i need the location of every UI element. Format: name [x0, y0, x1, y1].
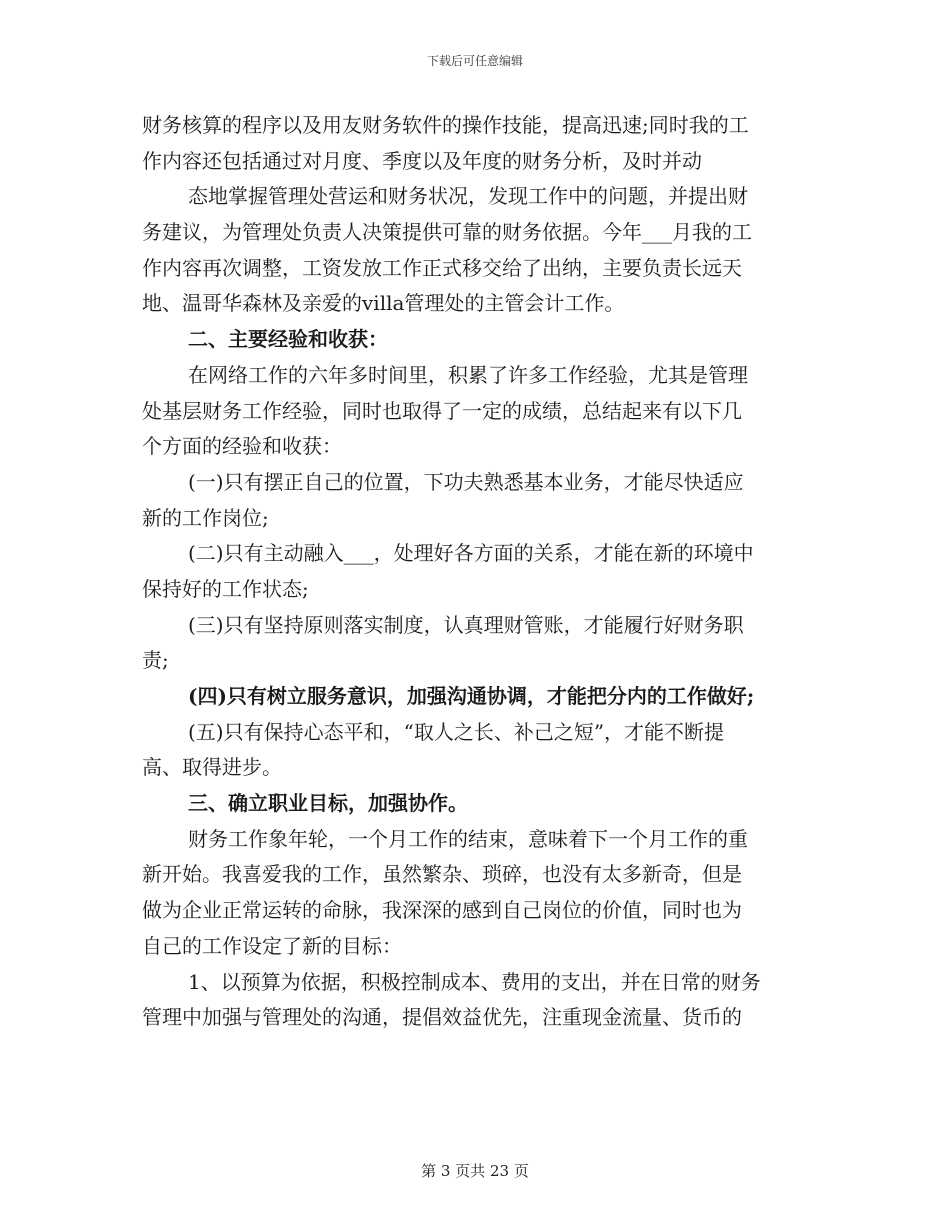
paragraph-line: 做为企业正常运转的命脉，我深深的感到自己岗位的价值，同时也为 [142, 898, 742, 923]
paragraph-line: 作内容再次调整，工资发放工作正式移交给了出纳，主要负责长远天 [142, 255, 742, 280]
paragraph-line: 在网络工作的六年多时间里，积累了许多工作经验，尤其是管理 [188, 362, 748, 387]
page-header: 下载后可任意编辑 [426, 54, 523, 68]
paragraph-line: 处基层财务工作经验，同时也取得了一定的成绩，总结起来有以下几 [142, 398, 742, 423]
paragraph-line: 地、温哥华森林及亲爱的villa管理处的主管会计工作。 [142, 291, 625, 316]
document-body [142, 108, 810, 1036]
section-heading-line: (四)只有树立服务意识，加强沟通协调，才能把分内的工作做好; [188, 684, 755, 708]
paragraph-line: 作内容还包括通过对月度、季度以及年度的财务分析，及时并动 [142, 148, 702, 173]
paragraph-line: (二)只有主动融入___，处理好各方面的关系，才能在新的环境中 [188, 541, 754, 566]
paragraph-line: 保持好的工作状态; [142, 576, 309, 601]
section-heading-line: 三、确立职业目标，加强协作。 [188, 791, 468, 816]
paragraph-line: 财务核算的程序以及用友财务软件的操作技能，提高迅速;同时我的工 [142, 113, 749, 137]
paragraph-line: 自己的工作设定了新的目标： [142, 933, 402, 958]
paragraph-line: 态地掌握管理处营运和财务状况，发现工作中的问题，并提出财 [188, 184, 748, 209]
paragraph-line: 高、取得进步。 [142, 755, 282, 780]
paragraph-line: (三)只有坚持原则落实制度，认真理财管账，才能履行好财务职 [188, 612, 744, 637]
paragraph-line: 1、以预算为依据，积极控制成本、费用的支出，并在日常的财务 [188, 969, 761, 994]
paragraph-line: (一)只有摆正自己的位置，下功夫熟悉基本业务，才能尽快适应 [188, 469, 744, 494]
paragraph-line: 新开始。我喜爱我的工作，虽然繁杂、琐碎，也没有太多新奇，但是 [142, 862, 742, 887]
paragraph-line: 管理中加强与管理处的沟通，提倡效益优先，注重现金流量、货币的 [142, 1005, 742, 1030]
page-footer: 第 3 页共 23 页 [421, 1162, 529, 1180]
section-heading-line: 二、主要经验和收获： [188, 327, 388, 352]
paragraph-line: 个方面的经验和收获： [142, 434, 342, 459]
paragraph-line: 责; [142, 648, 169, 673]
paragraph-line: 财务工作象年轮，一个月工作的结束，意味着下一个月工作的重 [188, 826, 748, 851]
paragraph-line: 务建议，为管理处负责人决策提供可靠的财务依据。今年___月我的工 [142, 220, 752, 245]
paragraph-line: 新的工作岗位; [142, 505, 269, 530]
paragraph-line: (五)只有保持心态平和，“取人之长、补己之短”，才能不断提 [188, 719, 725, 744]
